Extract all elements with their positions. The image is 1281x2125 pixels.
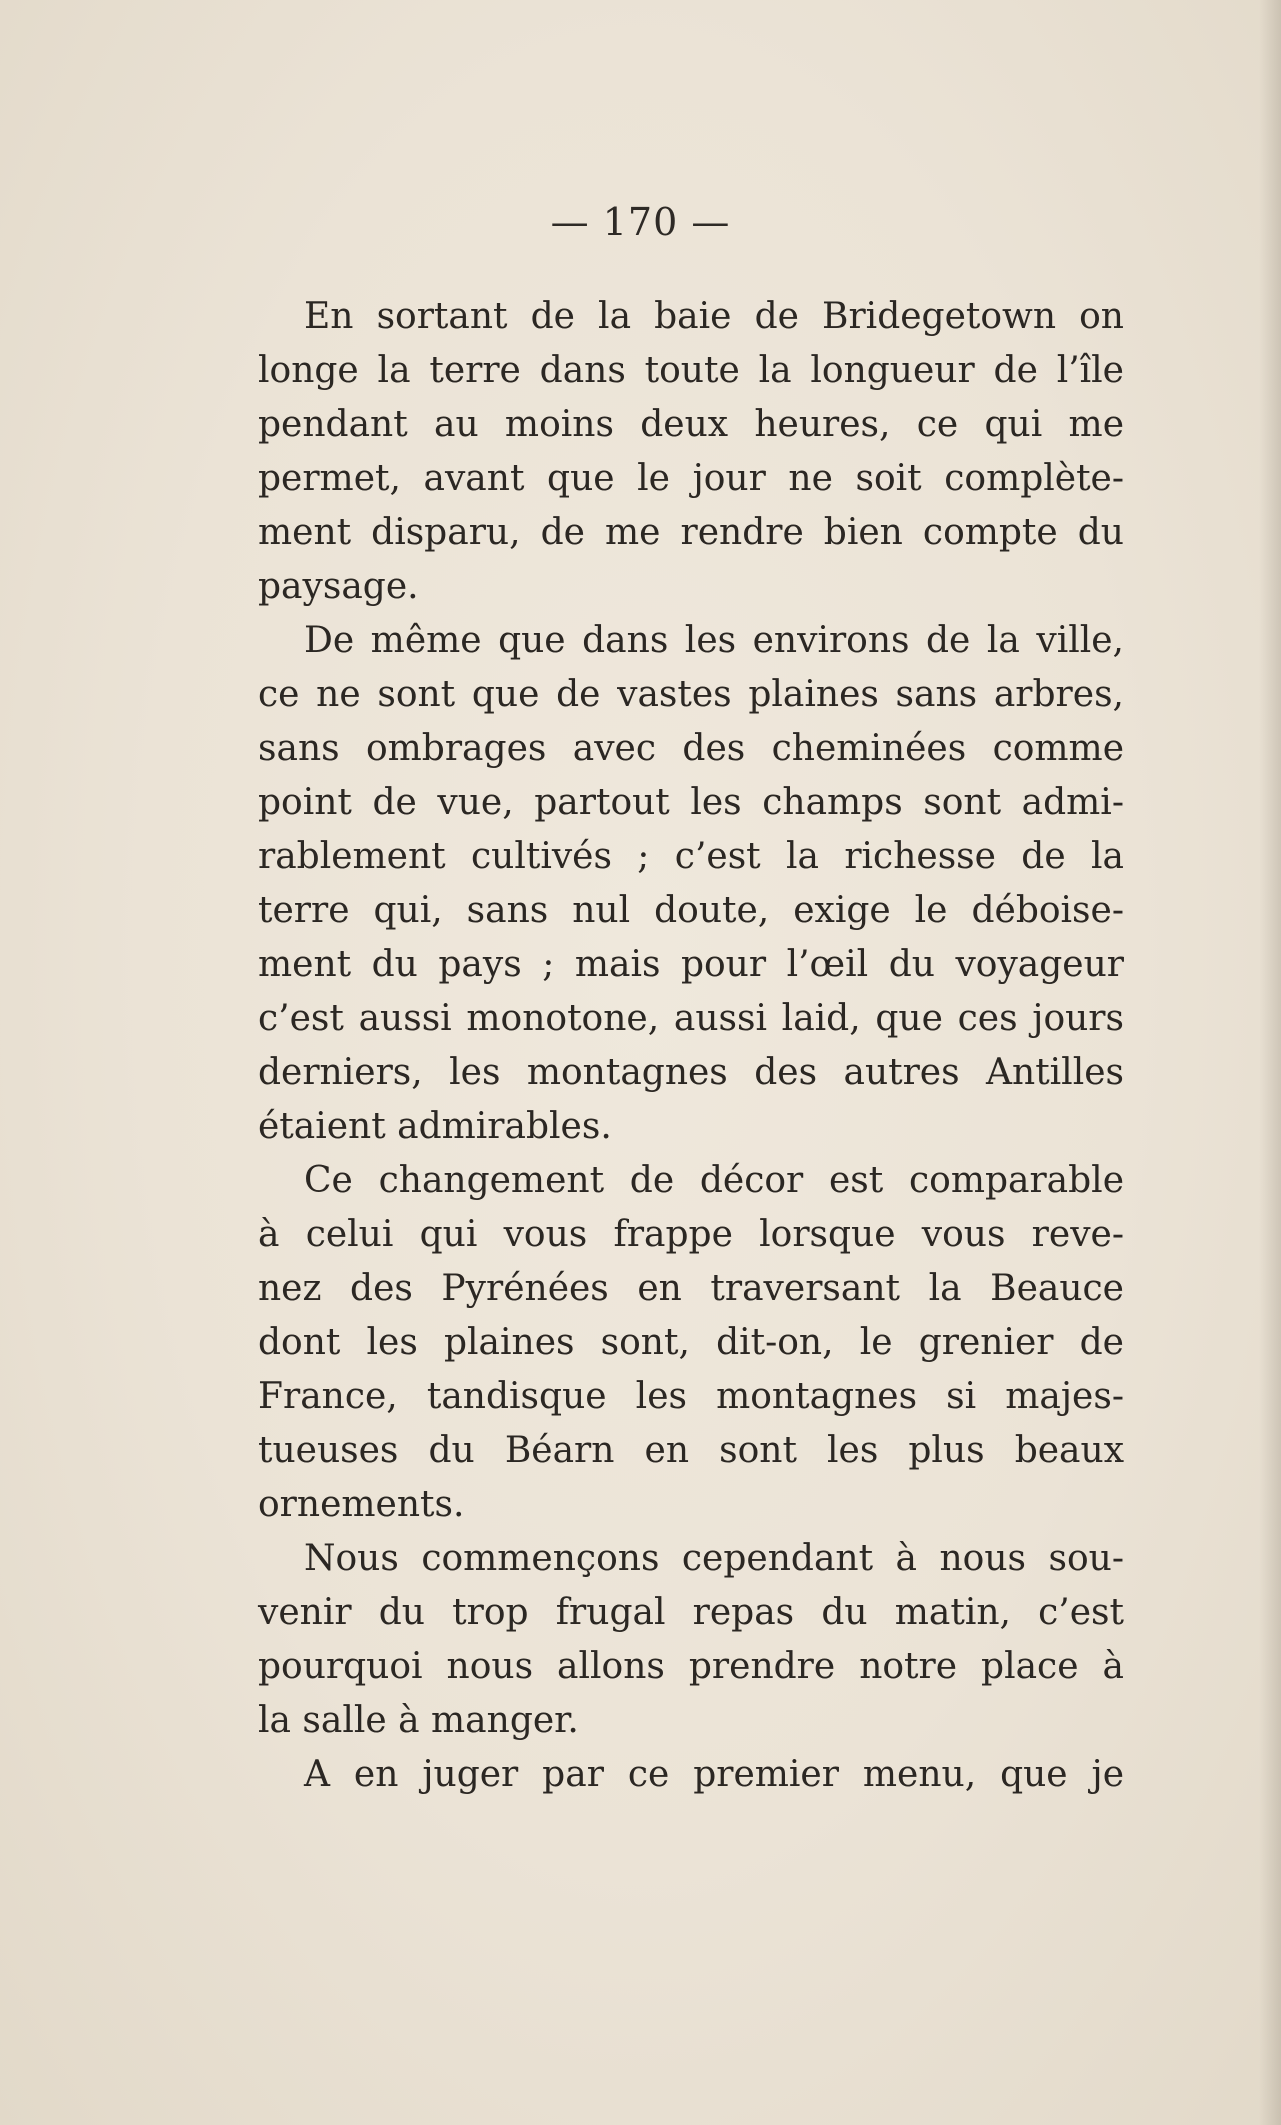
text-line: derniers, les montagnes des autres Antilles [258,1052,1124,1093]
text-line: rablement cultivés ; c’est la richesse de la [258,836,1124,877]
text-line: sans ombrages avec des cheminées comme [258,728,1124,769]
text-line: pendant au moins deux heures, ce qui me [258,404,1124,445]
page-number: — 170 — [550,200,731,244]
text-line: Nous commençons cependant à nous sou- [304,1538,1124,1579]
text-line: De même que dans les environs de la ville, [304,620,1124,661]
text-line: ment disparu, de me rendre bien compte du [258,512,1124,553]
paragraph-3 [258,1154,1124,1532]
text-line: A en juger par ce premier menu, que je [304,1754,1124,1795]
text-line: nez des Pyrénées en traversant la Beauce [258,1268,1124,1309]
text-line: à celui qui vous frappe lorsque vous reve- [258,1214,1124,1255]
text-line: France, tandisque les montagnes si majes- [258,1376,1124,1417]
body-text [258,290,1124,1802]
paragraph-1 [258,290,1124,614]
text-line: ornements. [258,1484,465,1525]
text-line: venir du trop frugal repas du matin, c’est [258,1592,1124,1633]
text-line: Ce changement de décor est comparable [304,1160,1124,1201]
paragraph-5 [258,1748,1124,1802]
text-line: ment du pays ; mais pour l’œil du voyageur [258,944,1124,985]
text-line: ce ne sont que de vastes plaines sans arbres, [258,674,1124,715]
text-line: permet, avant que le jour ne soit complète- [258,458,1124,499]
text-line: dont les plaines sont, dit-on, le grenier de [258,1322,1124,1363]
text-line: En sortant de la baie de Bridegetown on [304,296,1124,337]
page-edge-shadow [1259,0,1281,2125]
text-line: pourquoi nous allons prendre notre place à [258,1646,1124,1687]
text-line: terre qui, sans nul doute, exige le déboise- [258,890,1124,931]
paragraph-4 [258,1532,1124,1748]
text-line: longe la terre dans toute la longueur de l’île [258,350,1124,391]
text-line: étaient admirables. [258,1106,612,1147]
text-line: la salle à manger. [258,1700,579,1741]
text-line: c’est aussi monotone, aussi laid, que ces jours [258,998,1124,1039]
text-line: point de vue, partout les champs sont admi- [258,782,1124,823]
paragraph-2 [258,614,1124,1154]
text-line: tueuses du Béarn en sont les plus beaux [258,1430,1124,1471]
text-line: paysage. [258,566,419,607]
